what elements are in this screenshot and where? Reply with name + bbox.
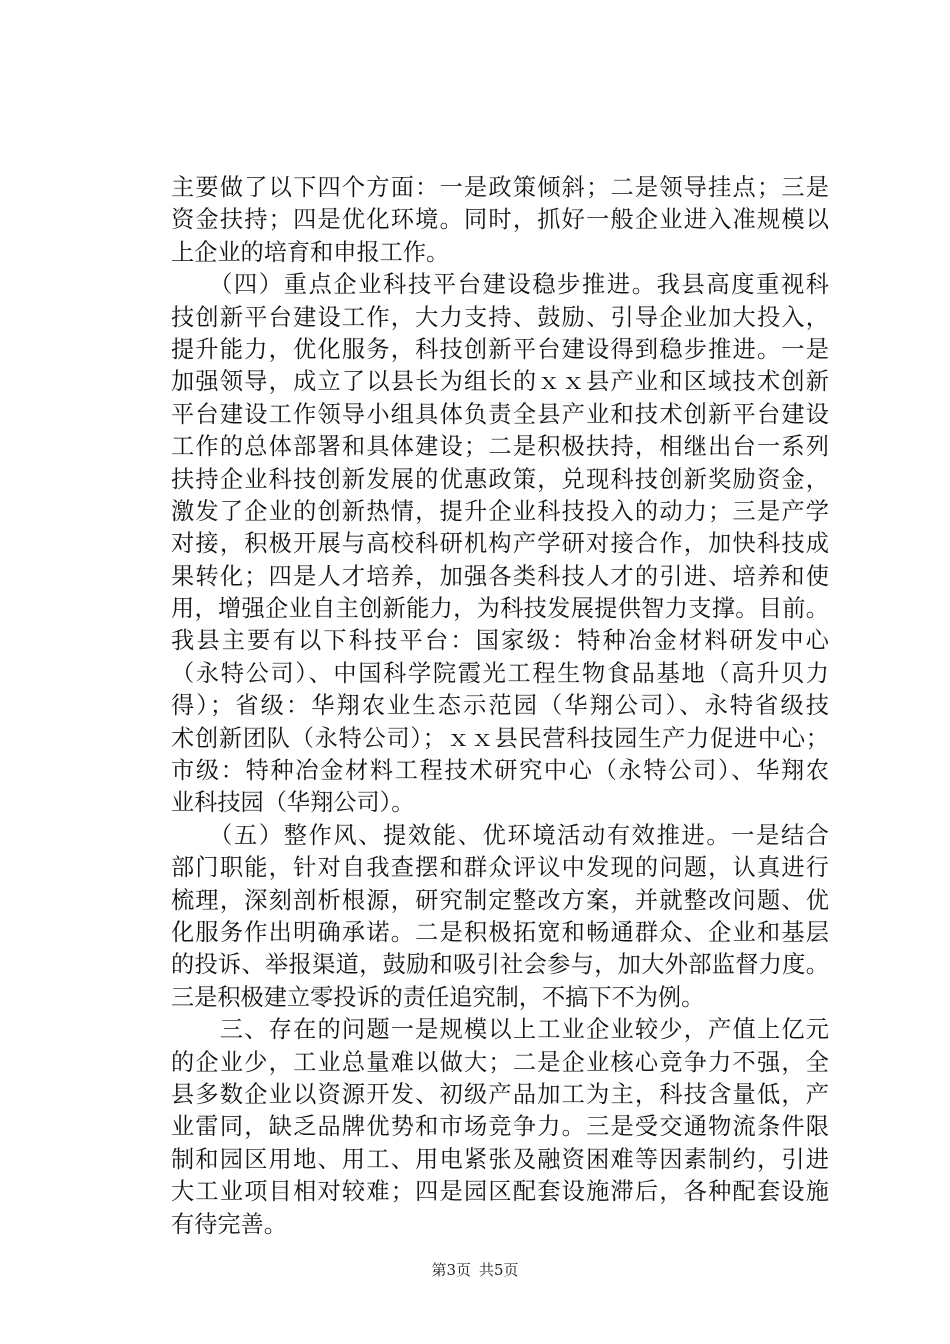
text-line: 工作的总体部署和具体建设；二是积极扶持，相继出台一系列 <box>171 433 829 461</box>
text-line: 业雷同，缺乏品牌优势和市场竞争力。三是受交通物流条件限 <box>171 1113 829 1141</box>
text-line: 对接，积极开展与高校科研机构产学研对接合作，加快科技成 <box>171 530 829 558</box>
text-line: （永特公司）、中国科学院霞光工程生物食品基地（高升贝力 <box>171 659 829 687</box>
text-line: 部门职能，针对自我查摆和群众评议中发现的问题，认真进行 <box>171 854 829 882</box>
page-total: 共5页 <box>479 1261 519 1279</box>
text-line: 有待完善。 <box>171 1210 287 1238</box>
text-line: 用，增强企业自主创新能力，为科技发展提供智力支撑。目前。 <box>171 595 829 623</box>
text-line: 业科技园（华翔公司）。 <box>171 789 415 817</box>
text-line: 三、存在的问题一是规模以上工业企业较少，产值上亿元 <box>171 1016 829 1044</box>
document-body <box>171 172 829 1241</box>
text-line: 扶持企业科技创新发展的优惠政策，兑现科技创新奖励资金， <box>171 465 829 493</box>
text-line: 市级：特种冶金材料工程技术研究中心（永特公司）、华翔农 <box>171 757 829 785</box>
page-footer <box>0 1260 950 1280</box>
text-line: 的企业少，工业总量难以做大；二是企业核心竞争力不强，全 <box>171 1048 829 1076</box>
text-line: 县多数企业以资源开发、初级产品加工为主，科技含量低，产 <box>171 1080 829 1108</box>
text-line: 梳理，深刻剖析根源，研究制定整改方案，并就整改问题、优 <box>171 886 829 914</box>
text-line: 得）；省级：华翔农业生态示范园（华翔公司）、永特省级技 <box>171 692 829 720</box>
text-line: 术创新团队（永特公司）；ｘｘ县民营科技园生产力促进中心； <box>171 724 829 752</box>
text-line: 上企业的培育和申报工作。 <box>171 238 450 266</box>
text-line: 主要做了以下四个方面：一是政策倾斜；二是领导挂点；三是 <box>171 174 829 201</box>
text-line: 制和园区用地、用工、用电紧张及融资困难等因素制约，引进 <box>171 1145 829 1173</box>
text-line: 激发了企业的创新热情，提升企业科技投入的动力；三是产学 <box>171 497 829 525</box>
text-line: 的投诉、举报渠道，鼓励和吸引社会参与，加大外部监督力度。 <box>171 951 829 979</box>
text-line: 加强领导，成立了以县长为组长的ｘｘ县产业和区域技术创新 <box>171 368 829 396</box>
text-line: 果转化；四是人才培养，加强各类科技人才的引进、培养和使 <box>171 562 829 590</box>
text-line: 提升能力，优化服务，科技创新平台建设得到稳步推进。一是 <box>171 335 829 363</box>
text-line: 三是积极建立零投诉的责任追究制，不搞下不为例。 <box>171 983 705 1011</box>
text-line: 化服务作出明确承诺。二是积极拓宽和畅通群众、企业和基层 <box>171 918 829 946</box>
text-line: 大工业项目相对较难；四是园区配套设施滞后，各种配套设施 <box>171 1178 829 1206</box>
text-line: 资金扶持；四是优化环境。同时，抓好一般企业进入准规模以 <box>171 206 829 234</box>
text-line: 技创新平台建设工作，大力支持、鼓励、引导企业加大投入， <box>171 303 829 331</box>
text-line: （四）重点企业科技平台建设稳步推进。我县高度重视科 <box>171 271 829 299</box>
page-number: 第3页 <box>431 1261 471 1279</box>
text-line: 我县主要有以下科技平台：国家级：特种冶金材料研发中心 <box>171 627 829 655</box>
text-line: （五）整作风、提效能、优环境活动有效推进。一是结合 <box>171 821 829 849</box>
text-line: 平台建设工作领导小组具体负责全县产业和技术创新平台建设 <box>171 400 829 428</box>
